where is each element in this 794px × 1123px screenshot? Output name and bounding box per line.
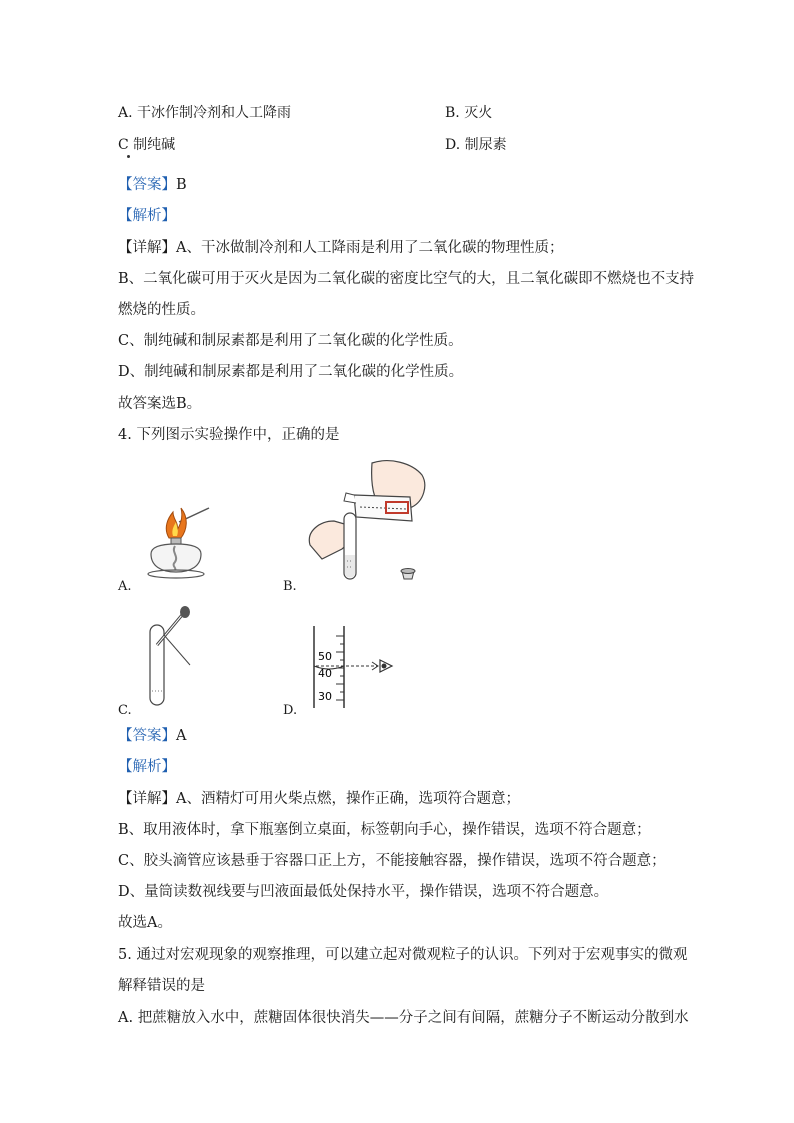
figure-b-label: B. [283, 579, 297, 594]
cylinder-tick-40: 40 [318, 667, 332, 680]
graduated-cylinder-figure [310, 622, 400, 712]
q4-answer [118, 726, 186, 746]
q4-detail-line-1 [118, 789, 520, 809]
q3-answer [118, 175, 187, 195]
analysis-tag: 【解析】 [118, 759, 176, 775]
answer-value: B [176, 177, 187, 193]
detail-text: A、干冰做制冷剂和人工降雨是利用了二氧化碳的物理性质； [176, 240, 564, 256]
q4-detail-line-3: C、胶头滴管应该悬垂于容器口正上方，不能接触容器，操作错误，选项不符合题意； [118, 853, 666, 869]
q3-detail-line-6: 故答案选B。 [118, 396, 202, 412]
q3-detail-line-3: 燃烧的性质。 [118, 302, 205, 318]
cylinder-tick-30: 30 [318, 690, 332, 703]
q3-detail-line-4: C、制纯碱和制尿素都是利用了二氧化碳的化学性质。 [118, 333, 463, 349]
q3-detail-line-2: B、二氧化碳可用于灭火是因为二氧化碳的密度比空气的大，且二氧化碳即不燃烧也不支持 [118, 271, 695, 287]
q3-option-d: D. 制尿素 [445, 137, 507, 153]
cylinder-tick-50: 50 [318, 650, 332, 663]
q4-analysis-heading [118, 757, 176, 777]
q3-option-a: A. 干冰作制冷剂和人工降雨 [118, 105, 292, 121]
q5-stem-line-1: 5. 通过对宏观现象的观察推理，可以建立起对微观粒子的认识。下列对于宏观事实的微观 [118, 947, 688, 963]
q5-option-a: A. 把蔗糖放入水中，蔗糖固体很快消失——分子之间有间隔，蔗糖分子不断运动分散到水 [118, 1010, 689, 1026]
q3-analysis-heading [118, 206, 176, 226]
q5-stem-line-2: 解释错误的是 [118, 978, 205, 994]
q4-detail-line-4: D、量筒读数视线要与凹液面最低处保持水平，操作错误，选项不符合题意。 [118, 884, 609, 900]
q4-detail-line-2: B、取用液体时，拿下瓶塞倒立桌面，标签朝向手心，操作错误，选项不符合题意； [118, 822, 651, 838]
detail-tag: 【详解】 [118, 791, 176, 807]
q3-option-c: C 制纯碱 [118, 137, 176, 153]
q4-stem: 4. 下列图示实验操作中，正确的是 [118, 427, 340, 443]
answer-tag: 【答案】 [118, 728, 176, 744]
pouring-liquid-figure [300, 455, 440, 590]
dropper-test-tube-figure [140, 605, 200, 715]
figure-d-label: D. [283, 703, 298, 718]
q3-option-b: B. 灭火 [445, 105, 493, 121]
answer-value: A [176, 728, 187, 744]
q4-detail-line-5: 故选A。 [118, 915, 172, 931]
stray-dot [127, 155, 130, 158]
q3-detail-line-1 [118, 238, 563, 258]
detail-tag: 【详解】 [118, 240, 176, 256]
figure-c-label: C. [118, 703, 132, 718]
detail-text: A、酒精灯可用火柴点燃，操作正确，选项符合题意； [176, 791, 520, 807]
answer-tag: 【答案】 [118, 177, 176, 193]
alcohol-lamp-figure [135, 500, 225, 590]
figure-a-label: A. [118, 579, 132, 594]
q3-detail-line-5: D、制纯碱和制尿素都是利用了二氧化碳的化学性质。 [118, 364, 464, 380]
analysis-tag: 【解析】 [118, 208, 176, 224]
